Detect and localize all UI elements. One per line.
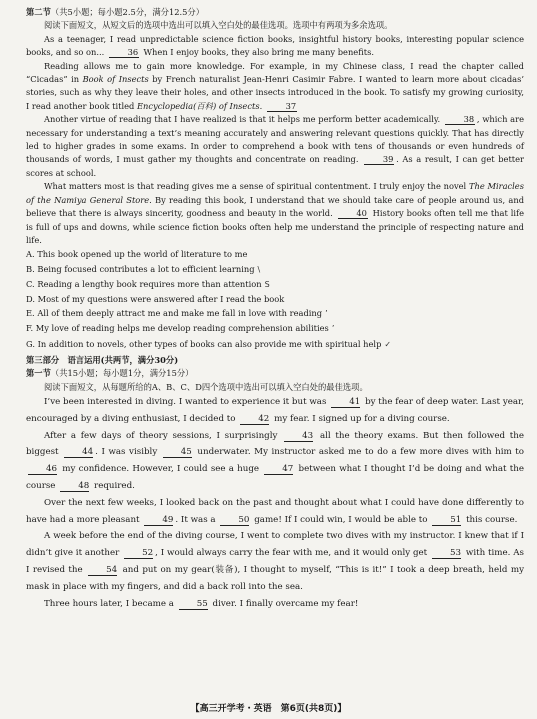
passage2 [26, 394, 524, 612]
blank-46[interactable]: 46 [28, 464, 57, 475]
section-instruction: 阅读下面短文，从短文后的选项中选出可以填入空白处的最佳选项。选项中有两项为多余选项。 [44, 20, 393, 31]
blank-40[interactable]: 40 [338, 208, 368, 219]
handwritten-mark: ’ [325, 309, 328, 319]
handwritten-mark: S [264, 279, 270, 289]
blank-47[interactable]: 47 [264, 464, 293, 475]
section-title: 第二节 [26, 7, 51, 17]
passage1-paragraph-1: As a teenager, I read unpredictable science fiction books, insightful history books, interesting popular science books, and so on... 36 When I enjoy books, they also bring me many benefits. [26, 33, 524, 58]
passage1-paragraph-3: Another virtue of reading that I have realized is that it helps me perform better academically. 38 , which are necessary for understanding a text’s meaning accurately and answering relevant questions quickly. That has directly led to higher grades in some exams. In order to comprehend a book with tens of thousands or even hundreds of thousands of words, I must gather my thoughts and concentrate on reading. 39 . As a result, I can get better scores at school. [26, 114, 525, 178]
blank-51[interactable]: 51 [432, 515, 461, 526]
passage1-paragraph-4: What matters most is that reading gives me a sense of spiritual contentment. I truly enjoy the novel The Miracles of the Namiya General Store. By reading this book, I understand that we should take care of people around us, and believe that there is always sincerity, goodness and beauty in the world. 40 History books often tell me that life is full of ups and downs, while science fiction books often help me understand the principle of respecting nature and life. [26, 181, 525, 245]
blank-48[interactable]: 48 [60, 481, 89, 492]
passage2-paragraph-2: After a few days of theory sessions, I surprisingly 43 all the theory exams. But then followed the biggest 44 . I was visibly 45 underwater. My instructor asked me to do a few more dives with him to 46 my confidence. However, I could see a huge 47 between what I thought I’d be doing and what the course 48 required. [26, 430, 524, 491]
blank-37[interactable]: 37 [267, 101, 297, 112]
blank-36[interactable]: 36 [109, 47, 139, 58]
option-e[interactable]: E. All of them deeply attract me and make me fall in love with reading ’ [26, 308, 328, 319]
blank-38[interactable]: 38 [445, 114, 475, 125]
blank-44[interactable]: 44 [64, 447, 93, 458]
exam-page [26, 6, 524, 612]
option-d[interactable]: D. Most of my questions were answered after I read the book [26, 293, 285, 304]
blank-45[interactable]: 45 [163, 447, 192, 458]
section-note: （共5小题；每小题2.5分，满分12.5分） [50, 7, 205, 17]
part3-instruction: 阅读下面短文，从每题所给的A、B、C、D四个选项中选出可以填入空白处的最佳选项。 [44, 381, 368, 392]
handwritten-mark: ’ [331, 324, 335, 334]
option-b[interactable]: B. Being focused contributes a lot to efficient learning \ [26, 263, 261, 274]
blank-49[interactable]: 49 [144, 515, 173, 526]
blank-43[interactable]: 43 [284, 431, 313, 442]
section-heading [26, 6, 524, 19]
option-a[interactable]: A. This book opened up the world of literature to me [26, 249, 248, 260]
option-f[interactable]: F. My love of reading helps me develop reading comprehension abilities ’ [26, 323, 335, 334]
blank-41[interactable]: 41 [331, 397, 360, 408]
blank-39[interactable]: 39 [364, 154, 394, 165]
blank-50[interactable]: 50 [220, 515, 249, 526]
part3-title: 第三部分 语言运用(共两节，满分30分) [26, 354, 179, 365]
passage2-paragraph-3: Over the next few weeks, I looked back on the past and thought about what I could have done differently to have had a more pleasant 49 . It was a 50 game! If I could win, I would be able to 51 this course. [26, 497, 524, 525]
part3-section-heading: 第一节（共15小题；每小题1分，满分15分） [26, 368, 194, 379]
passage2-paragraph-4: A week before the end of the diving course, I went to complete two dives with my instructor. I knew that if I didn’t give it another 52 , I would always carry the fear with me, and it would only get 53 with time. As I revised the 54 and put on my gear(装备), I thought to myself, “This is it!” I took a deep breath, held my mask in place with my fingers, and did a back roll into the sea. [26, 531, 525, 592]
blank-42[interactable]: 42 [240, 414, 269, 425]
option-c[interactable]: C. Reading a lengthy book requires more than attention S [26, 278, 270, 289]
blank-54[interactable]: 54 [88, 565, 117, 576]
handwritten-mark: \ [257, 264, 261, 274]
blank-55[interactable]: 55 [179, 599, 208, 610]
passage2-paragraph-1: I’ve been interested in diving. I wanted to experience it but was 41 by the fear of deep water. Last year, encouraged by a diving enthusiast, I decided to 42 my fear. I signed up for a diving course. [26, 396, 525, 424]
blank-53[interactable]: 53 [432, 548, 461, 559]
passage1-paragraph-2: Reading allows me to gain more knowledge. For example, in my Chinese class, I read the chapter called “Cicadas” in Book of Insects by French naturalist Jean-Henri Casimir Fabre. I wanted to learn more about cicadas’ stories, such as why they leave their holes, and other insects introduced in the book. To satisfy my growing curiosity, I read another book titled Encyclopedia(百科) of Insects. 37 [26, 60, 524, 111]
blank-52[interactable]: 52 [124, 548, 153, 559]
check-mark-icon: ✓ [384, 339, 392, 349]
option-g[interactable]: G. In addition to novels, other types of books can also provide me with spiritual help ✓ [26, 338, 392, 349]
passage2-paragraph-5: Three hours later, I became a 55 diver. I finally overcame my fear! [44, 598, 359, 609]
page-footer: 【高三开学考・英语 第6页(共8页)】 [190, 704, 347, 714]
